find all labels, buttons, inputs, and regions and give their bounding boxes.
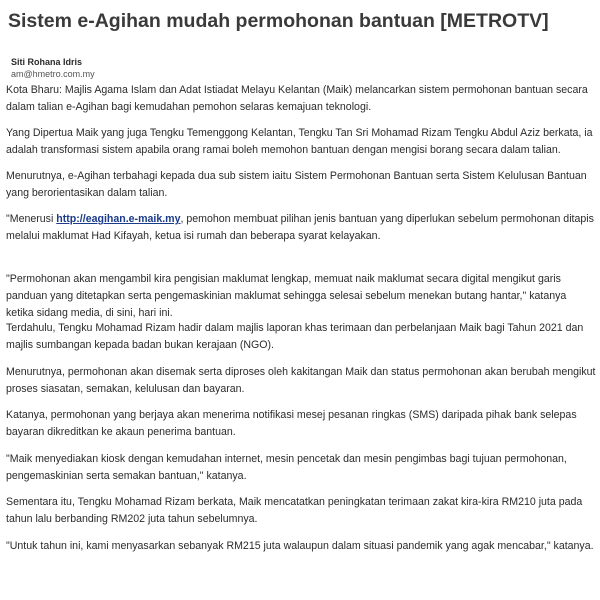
author-email[interactable]: am@hmetro.com.my bbox=[11, 69, 95, 79]
paragraph-6: Terdahulu, Tengku Mohamad Rizam hadir dalam majlis laporan khas terimaan dan perbelanjaan Maik bagi Tahun 2021 dan majlis sumbangan kepada badan bukan kerajaan (NGO). bbox=[6, 322, 584, 352]
paragraph-10: Sementara itu, Tengku Mohamad Rizam berkata, Maik mencatatkan peningkatan terimaan zakat kira-kira RM210 juta pada tahun lalu berbanding RM202 juta tahun sebelumnya. bbox=[6, 496, 583, 526]
paragraph-4-start: "Menerusi bbox=[6, 213, 57, 225]
paragraph-4-end: , pemohon membuat pilihan jenis bantuan yang diperlukan sebelum permohonan ditapis melalui maklumat Had Kifayah, ketua isi rumah dan beberapa syarat kelayakan. bbox=[6, 213, 594, 243]
author-name[interactable]: Siti Rohana Idris bbox=[11, 57, 83, 67]
paragraph-5: "Permohonan akan mengambil kira pengisian maklumat lengkap, memuat naik maklumat secara digital mengikut garis panduan yang ditetapkan serta pengemaskinian maklumat sehingga selesai sebelum menekan butang hantar," katanya ketika sidang media, di sini, hari ini. bbox=[6, 273, 567, 320]
paragraph-2: Yang Dipertua Maik yang juga Tengku Temenggong Kelantan, Tengku Tan Sri Mohamad Rizam Tengku Abdul Aziz berkata, ia adalah transformasi sistem apabila orang ramai boleh memohon bantuan dengan mengisi borang secara dalam talian. bbox=[6, 127, 593, 157]
article-title: Sistem e-Agihan mudah permohonan bantuan [METROTV] bbox=[8, 10, 549, 32]
paragraph-8: Katanya, permohonan yang berjaya akan menerima notifikasi mesej pesanan ringkas (SMS) daripada pihak bank selepas bayaran dikreditkan ke akaun penerima bantuan. bbox=[6, 409, 577, 439]
eagihan-link[interactable]: http://eagihan.e-maik.my bbox=[56, 213, 181, 225]
paragraph-9: "Maik menyediakan kiosk dengan kemudahan internet, mesin pencetak dan mesin pengimbas bagi tujuan permohonan, pengemaskinian serta semakan bantuan," katanya. bbox=[6, 453, 567, 483]
paragraph-4 bbox=[6, 211, 596, 245]
paragraph-11: "Untuk tahun ini, kami menyasarkan sebanyak RM215 juta walaupun dalam situasi pandemik yang agak mencabar," katanya. bbox=[6, 540, 594, 552]
paragraph-7: Menurutnya, permohonan akan disemak serta diproses oleh kakitangan Maik dan status permohonan akan berubah mengikut proses siasatan, semakan, kelulusan dan bayaran. bbox=[6, 366, 596, 396]
paragraph-3: Menurutnya, e-Agihan terbahagi kepada dua sub sistem iaitu Sistem Permohonan Bantuan serta Sistem Kelulusan Bantuan yang berorientasikan dalam talian. bbox=[6, 170, 587, 200]
paragraph-1: Kota Bharu: Majlis Agama Islam dan Adat Istiadat Melayu Kelantan (Maik) melancarkan sistem permohonan bantuan secara dalam talian e-Agihan bagi kemudahan pemohon selaras kemajuan teknologi. bbox=[6, 84, 588, 114]
